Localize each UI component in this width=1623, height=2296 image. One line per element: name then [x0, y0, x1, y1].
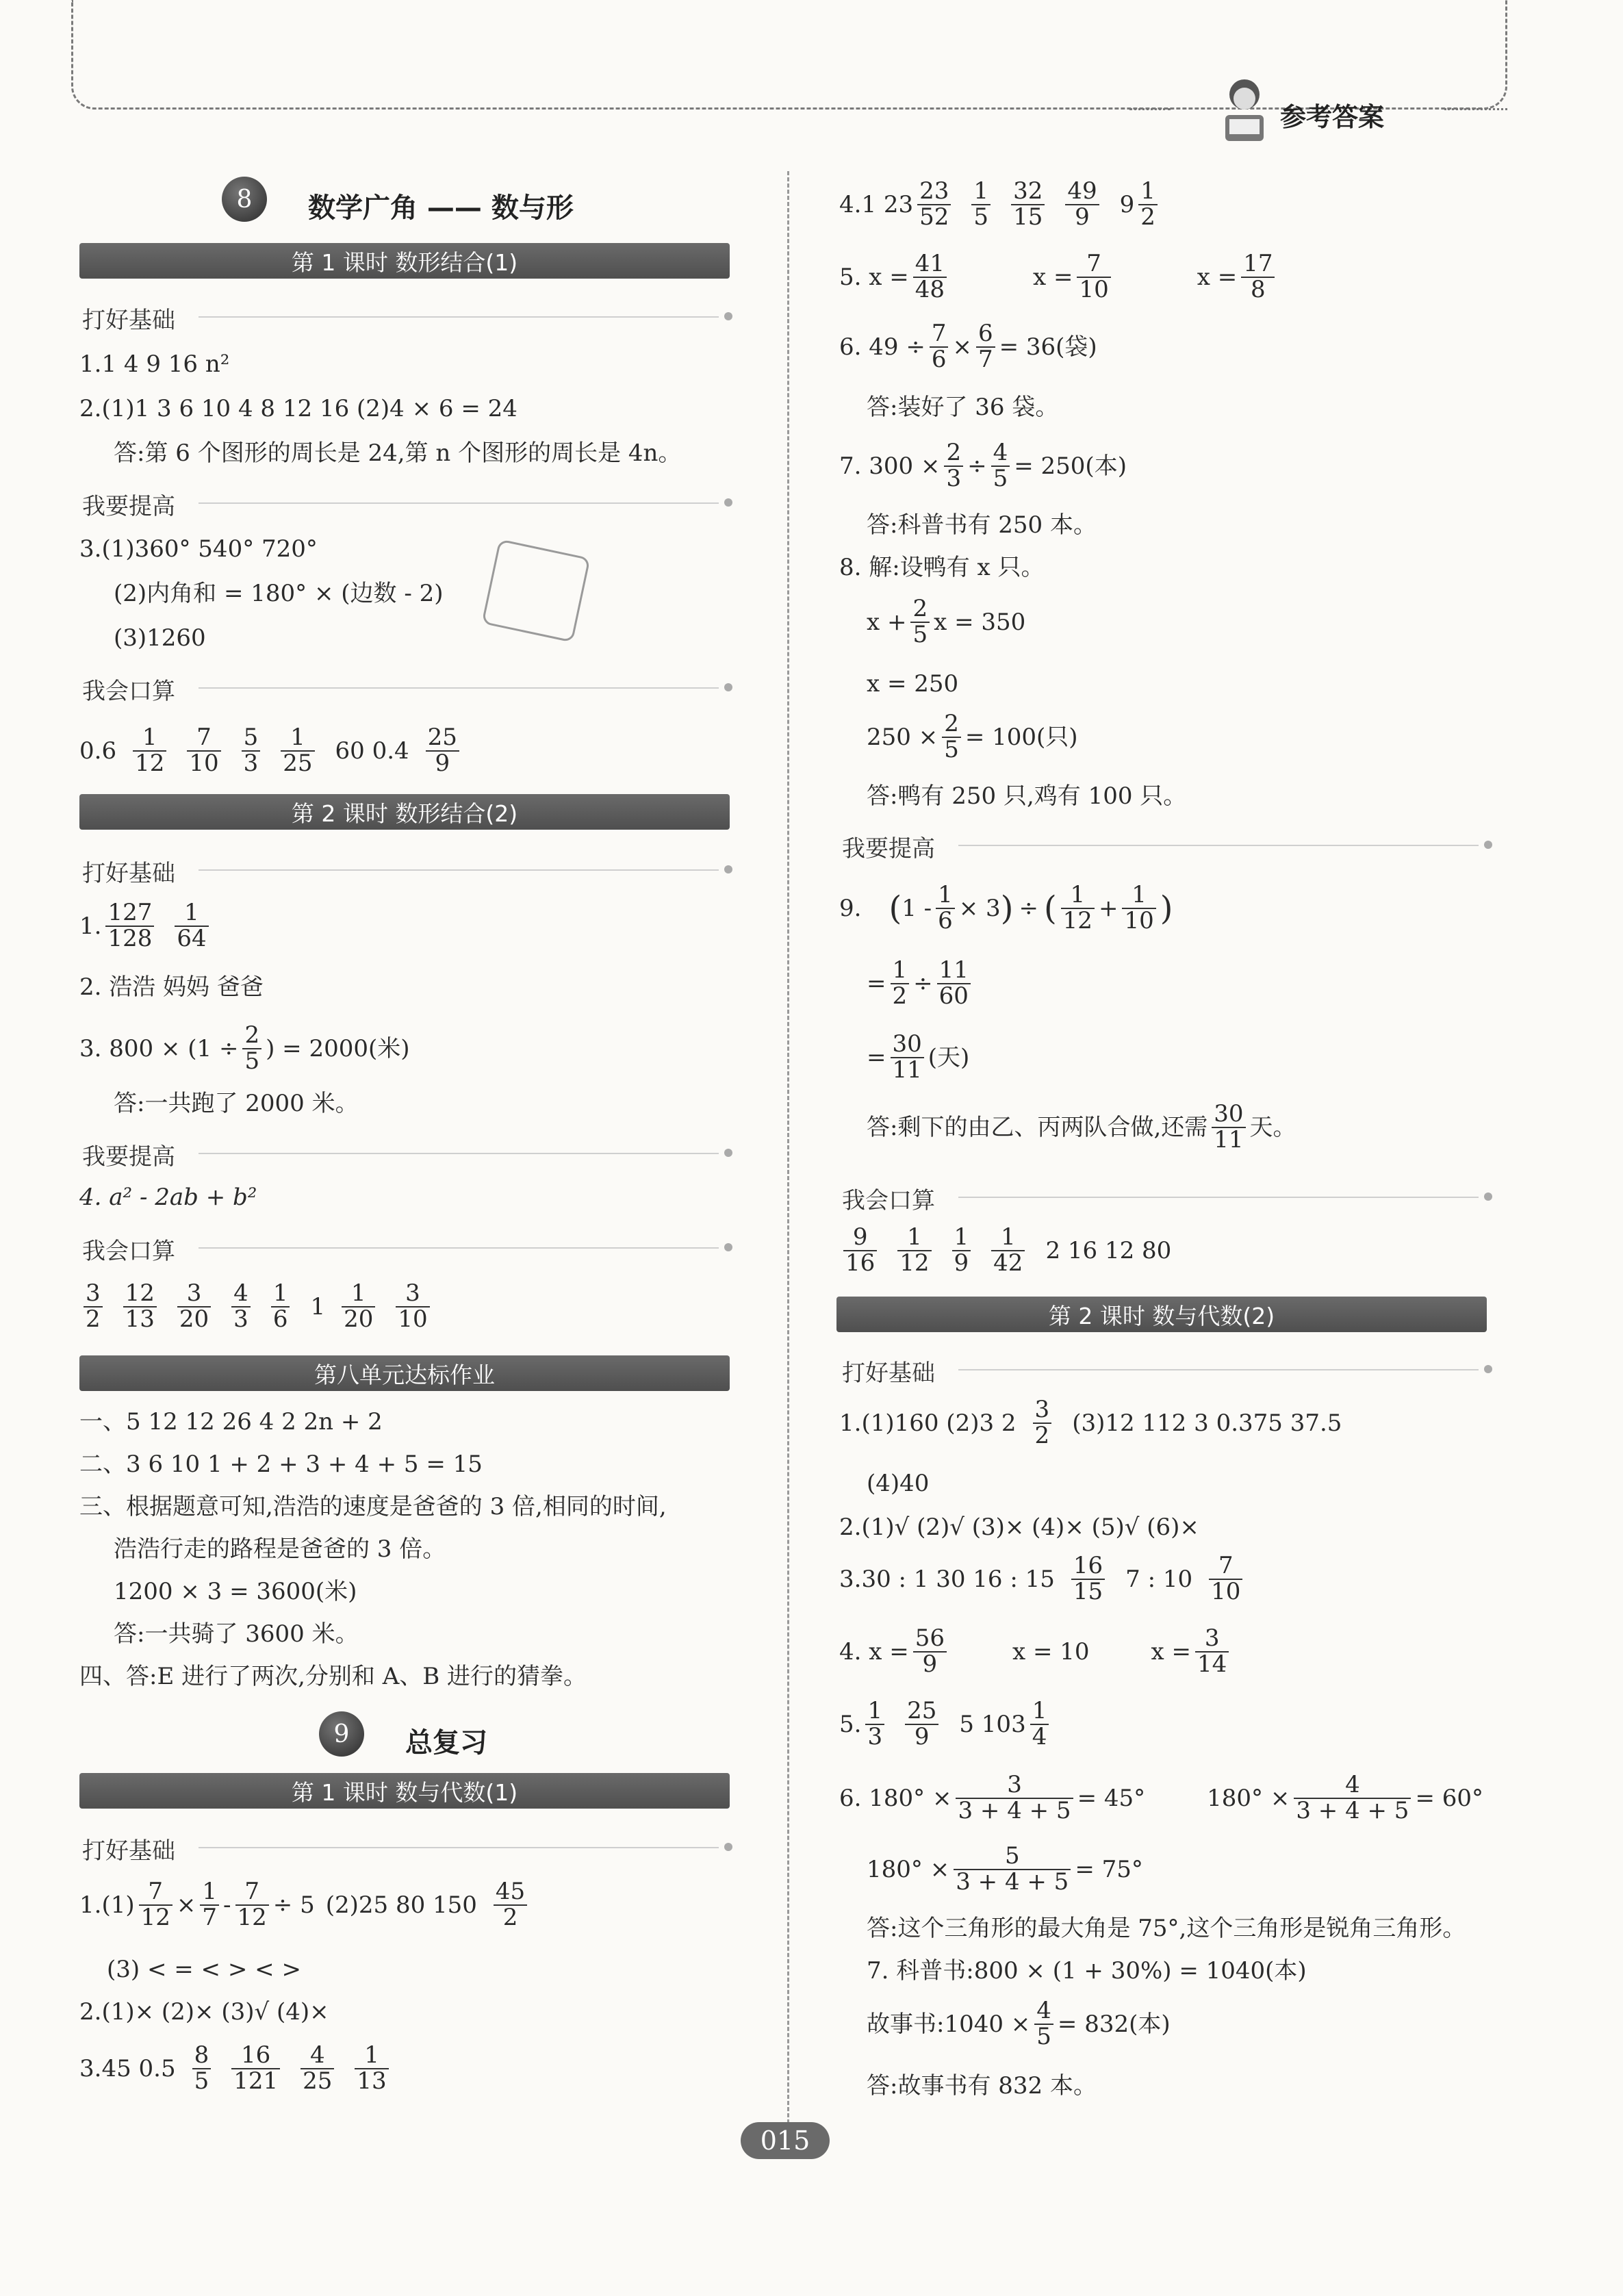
answer-line: 7. 科普书:800 × (1 + 30%) = 1040(本) — [867, 1957, 1307, 1985]
section-heading: 打好基础 — [842, 1360, 935, 1387]
fraction: $\frac{2}{3}$ — [944, 441, 963, 491]
divider — [958, 1369, 1479, 1370]
section-heading: 打好基础 — [82, 1837, 175, 1865]
lesson-bar: 第 2 课时 数形结合(2) — [79, 794, 730, 830]
answer-value: 2 16 12 80 — [1045, 1236, 1172, 1264]
fraction: $\frac{1}{12}$ — [1061, 883, 1095, 933]
divider — [1444, 108, 1507, 110]
answer-line — [839, 1554, 1247, 1604]
answer-value: x = — [1151, 1637, 1192, 1666]
fraction: $\frac{17}{8}$ — [1241, 252, 1275, 302]
chapter-number: 9 — [319, 1711, 364, 1757]
answer-line: 4. a² - 2ab + b² — [79, 1184, 257, 1211]
fraction: $\frac{11}{60}$ — [937, 958, 971, 1008]
lesson-bar: 第 2 课时 数与代数(2) — [836, 1297, 1487, 1332]
fraction: $\frac{16}{121}$ — [231, 2043, 280, 2093]
divider — [199, 869, 719, 871]
answer-line: (3) < = < > < > — [107, 1956, 301, 1983]
answer-line: 答:鸭有 250 只,鸡有 100 只。 — [867, 782, 1187, 810]
answer-line: 浩浩行走的路程是爸爸的 3 倍。 — [114, 1535, 446, 1563]
divider-dot — [724, 1843, 732, 1851]
answer-line: 3.(1)360° 540° 720° — [79, 535, 318, 563]
answer-value: 1.(1)160 (2)3 2 — [839, 1409, 1017, 1437]
answer-line: 答:科普书有 250 本。 — [867, 511, 1097, 539]
answer-line: 答:装好了 36 袋。 — [867, 394, 1059, 421]
fraction: $\frac{2}{5}$ — [910, 597, 930, 647]
answer-line — [79, 726, 463, 776]
chapter-title: 数学广角 —— 数与形 — [308, 192, 574, 224]
answer-value: ) = 2000(米) — [266, 1034, 410, 1062]
divider-dot — [1484, 1192, 1492, 1201]
answer-line — [867, 1999, 1171, 2049]
divider — [199, 1153, 719, 1154]
answer-value: = 832(本) — [1057, 2010, 1171, 2038]
answer-line: 9. ( 1 - $\frac{1}{6}$ × 3 ) ÷ ( $\frac{1}{12}$ + $\frac{1}{10}$ ) — [839, 881, 1173, 934]
answer-value: x = 350 — [934, 608, 1026, 636]
section-heading: 我要提高 — [842, 835, 935, 863]
answer-value: = 75° — [1075, 1855, 1143, 1883]
divider-dot — [724, 1243, 732, 1251]
section-heading: 我会口算 — [82, 1238, 175, 1265]
answer-line — [867, 1102, 1296, 1152]
fraction: $\frac{1}{64}$ — [175, 901, 208, 951]
divider — [199, 1847, 719, 1848]
answer-line: 2.(1)√ (2)√ (3)× (4)× (5)√ (6)× — [839, 1514, 1199, 1541]
answer-line: (2)内角和 = 180° × (边数 - 2) — [114, 580, 444, 607]
answer-value: 1.(1) — [79, 1891, 135, 1919]
answer-value: = 250(本) — [1014, 452, 1127, 480]
answer-value: = 45° — [1077, 1784, 1146, 1812]
fraction: $\frac{3}{10}$ — [396, 1281, 429, 1331]
fraction: $\frac{4}{25}$ — [301, 2043, 334, 2093]
answer-value: 3. 800 × (1 ÷ — [79, 1034, 239, 1062]
divider-dot — [724, 865, 732, 873]
answer-value: 9 — [1119, 190, 1135, 218]
fraction: $\frac{49}{9}$ — [1065, 179, 1099, 229]
section-heading: 我要提高 — [82, 493, 175, 520]
fraction: $\frac{9}{16}$ — [843, 1225, 877, 1275]
answer-value: 3.30 : 1 30 16 : 15 — [839, 1565, 1055, 1593]
fraction: $\frac{1}{3}$ — [865, 1699, 884, 1749]
chapter-title: 总复习 — [405, 1727, 487, 1759]
answer-value: 180° × — [1207, 1784, 1290, 1812]
fraction: $\frac{127}{128}$ — [105, 901, 154, 951]
homework-stamp — [481, 539, 590, 643]
answer-line — [839, 1398, 1342, 1448]
fraction: $\frac{5}{3}$ — [242, 726, 261, 776]
answer-line: = $\frac{30}{11}$ (天) — [867, 1030, 970, 1084]
fraction: $\frac{1}{2}$ — [1138, 179, 1158, 229]
fraction: $\frac{1}{10}$ — [1122, 883, 1155, 933]
divider-dot — [1484, 1365, 1492, 1373]
fraction: $\frac{23}{52}$ — [917, 179, 951, 229]
divider — [1129, 108, 1171, 110]
fraction: $\frac{1}{9}$ — [952, 1225, 971, 1275]
answer-line: 2.(1)1 3 6 10 4 8 12 16 (2)4 × 6 = 24 — [79, 395, 517, 422]
answer-line: 1.1 4 9 16 n² — [79, 350, 230, 378]
fraction: $\frac{1}{2}$ — [891, 958, 910, 1008]
answer-value: = 36(袋) — [999, 333, 1097, 361]
answer-value: 天。 — [1249, 1113, 1296, 1141]
answer-line: 1200 × 3 = 3600(米) — [114, 1578, 357, 1605]
answer-value: (2)25 80 150 — [325, 1891, 477, 1919]
header — [1177, 68, 1465, 144]
fraction: $\frac{6}{7}$ — [976, 322, 995, 372]
answer-line — [839, 179, 1162, 229]
answer-line: 2.(1)× (2)× (3)√ (4)× — [79, 1998, 329, 2026]
section-heading: 我会口算 — [842, 1187, 935, 1214]
answer-line — [79, 1023, 410, 1073]
answer-value: = 100(只) — [964, 723, 1078, 751]
fraction: $\frac{32}{15}$ — [1011, 179, 1045, 229]
fraction: $\frac{30}{11}$ — [891, 1032, 924, 1082]
answer-value: 5 103 — [959, 1710, 1026, 1738]
answer-line: (3)1260 — [114, 624, 206, 652]
answer-line: = $\frac{1}{2}$ ÷ $\frac{11}{60}$ — [867, 958, 975, 1008]
fraction: $\frac{1}{12}$ — [897, 1225, 931, 1275]
fraction: $\frac{1}{42}$ — [991, 1225, 1025, 1275]
fraction: $\frac{1}{6}$ — [936, 883, 955, 933]
section-heading: 我要提高 — [82, 1143, 175, 1171]
answer-line: 6. 49 ÷ $\frac{7}{6}$ × $\frac{6}{7}$ = 36(袋) — [839, 320, 1097, 373]
fraction: $\frac{12}{13}$ — [123, 1281, 157, 1331]
answer-value: x = — [1032, 263, 1073, 291]
answer-line: 7. 300 × $\frac{2}{3}$ ÷ $\frac{4}{5}$ = 250(本) — [839, 439, 1127, 492]
answer-value: 5. x = — [839, 263, 909, 291]
fraction: $\frac{16}{15}$ — [1071, 1554, 1105, 1604]
divider-dot — [724, 1149, 732, 1157]
fraction: $\frac{7}{6}$ — [930, 322, 949, 372]
fraction: $\frac{1}{7}$ — [200, 1880, 219, 1930]
fraction: $\frac{5}{3 + 4 + 5}$ — [954, 1844, 1071, 1894]
answer-value: 答:剩下的由乙、丙两队合做,还需 — [867, 1113, 1208, 1141]
answer-line — [839, 1624, 1233, 1678]
unit-bar: 第八单元达标作业 — [79, 1355, 730, 1391]
answer-value: 7 : 10 — [1125, 1565, 1193, 1593]
fraction: $\frac{7}{12}$ — [139, 1880, 172, 1930]
answer-line — [839, 1699, 1053, 1749]
answer-line — [79, 2043, 393, 2093]
section-heading: 打好基础 — [82, 307, 175, 334]
header-title: 参考答案 — [1280, 102, 1385, 132]
answer-line — [79, 1281, 434, 1331]
fraction: $\frac{25}{9}$ — [905, 1699, 938, 1749]
answer-value: = 60° — [1415, 1784, 1483, 1812]
answer-line: 答:一共跑了 2000 米。 — [114, 1090, 359, 1117]
reading-child-icon — [1218, 75, 1270, 144]
answer-line: 答:这个三角形的最大角是 75°,这个三角形是锐角三角形。 — [867, 1915, 1466, 1942]
answer-line: 2. 浩浩 妈妈 爸爸 — [79, 973, 264, 1001]
lesson-bar: 第 1 课时 数与代数(1) — [79, 1773, 730, 1809]
answer-value: 4. x = — [839, 1637, 909, 1666]
answer-value: 5. — [839, 1710, 862, 1738]
fraction: $\frac{56}{9}$ — [913, 1627, 947, 1676]
fraction: $\frac{1}{20}$ — [342, 1281, 375, 1331]
section-heading: 我会口算 — [82, 678, 175, 705]
chapter-number: 8 — [222, 177, 267, 222]
answer-line: 答:第 6 个图形的周长是 24,第 n 个图形的周长是 4n。 — [114, 439, 682, 467]
answer-line: 三、根据题意可知,浩浩的速度是爸爸的 3 倍,相同的时间, — [79, 1493, 667, 1520]
divider-dot — [724, 498, 732, 507]
fraction: $\frac{3}{20}$ — [177, 1281, 211, 1331]
fraction: $\frac{3}{3 + 4 + 5}$ — [956, 1773, 1073, 1823]
fraction: $\frac{4}{3 + 4 + 5}$ — [1294, 1773, 1411, 1823]
answer-line — [867, 1844, 1143, 1894]
divider — [199, 1247, 719, 1249]
fraction: $\frac{7}{12}$ — [235, 1880, 269, 1930]
divider-dot — [724, 312, 732, 320]
divider — [958, 845, 1479, 846]
answer-value: 60 0.4 — [335, 737, 409, 765]
answer-line: (4)40 — [867, 1470, 930, 1497]
answer-value: 6. 180° × — [839, 1784, 952, 1812]
divider-dot — [724, 683, 732, 691]
answer-line — [839, 1773, 1483, 1823]
answer-line: 二、3 6 10 1 + 2 + 3 + 4 + 5 = 15 — [79, 1451, 483, 1478]
divider-dot — [1484, 841, 1492, 849]
divider — [199, 316, 719, 318]
answer-line: 答:故事书有 832 本。 — [867, 2072, 1097, 2100]
answer-line — [839, 252, 1279, 302]
fraction: $\frac{1}{25}$ — [281, 726, 314, 776]
answer-value: 0.6 — [79, 737, 117, 765]
fraction: $\frac{30}{11}$ — [1212, 1102, 1245, 1152]
divider — [958, 1197, 1479, 1198]
fraction: $\frac{4}{5}$ — [991, 441, 1010, 491]
answer-value: 7. 300 × — [839, 452, 941, 480]
fraction: $\frac{1}{4}$ — [1030, 1699, 1049, 1749]
answer-value: 180° × — [867, 1855, 950, 1883]
fraction: $\frac{7}{10}$ — [1209, 1554, 1242, 1604]
fraction: $\frac{3}{14}$ — [1195, 1627, 1229, 1676]
fraction: $\frac{41}{48}$ — [913, 252, 947, 302]
answer-value: 3.45 0.5 — [79, 2054, 176, 2082]
page-number: 015 — [741, 2122, 830, 2159]
fraction: $\frac{4}{3}$ — [231, 1281, 251, 1331]
answer-line: 8. 解:设鸭有 x 只。 — [839, 554, 1045, 581]
answer-value: 1. — [79, 912, 102, 940]
fraction: $\frac{1}{13}$ — [355, 2043, 388, 2093]
fraction: $\frac{3}{2}$ — [84, 1281, 103, 1331]
fraction: $\frac{2}{5}$ — [242, 1023, 261, 1073]
answer-value: x = 10 — [1012, 1637, 1090, 1666]
fraction: $\frac{4}{5}$ — [1034, 1999, 1053, 2049]
answer-line: 答:一共骑了 3600 米。 — [114, 1620, 359, 1648]
answer-value: 6. 49 ÷ — [839, 333, 925, 361]
answer-value: 4.1 23 — [839, 190, 914, 218]
fraction: $\frac{25}{9}$ — [426, 726, 459, 776]
answer-line: 四、答:E 进行了两次,分别和 A、B 进行的猜拳。 — [79, 1663, 587, 1690]
fraction: $\frac{8}{5}$ — [192, 2043, 212, 2093]
fraction: $\frac{1}{6}$ — [271, 1281, 290, 1331]
column-separator — [787, 171, 789, 2136]
answer-value: x = — [1197, 263, 1238, 291]
answer-line — [839, 1225, 1171, 1275]
section-heading: 打好基础 — [82, 860, 175, 887]
answer-line: x = 250 — [867, 670, 959, 698]
answer-value: (3)12 112 3 0.375 37.5 — [1072, 1409, 1342, 1437]
answer-value: x + — [867, 608, 907, 636]
lesson-bar: 第 1 课时 数形结合(1) — [79, 243, 730, 279]
fraction: $\frac{45}{2}$ — [494, 1880, 527, 1930]
fraction: $\frac{2}{5}$ — [942, 712, 961, 762]
answer-value: 9. — [839, 894, 862, 922]
answer-value: 故事书:1040 × — [867, 2010, 1031, 2038]
divider — [199, 502, 719, 504]
answer-line: 一、5 12 12 26 4 2 2n + 2 — [79, 1408, 383, 1436]
fraction: $\frac{7}{10}$ — [187, 726, 220, 776]
fraction: $\frac{1}{5}$ — [971, 179, 991, 229]
answer-line — [867, 712, 1078, 762]
answer-line: 1.(1) $\frac{7}{12}$ × $\frac{1}{7}$ - $\frac{7}{12}$ ÷ 5 (2)25 80 150 $\frac{45}{2}$ — [79, 1880, 531, 1930]
divider — [199, 687, 719, 689]
answer-value: 250 × — [867, 723, 938, 751]
fraction: $\frac{3}{2}$ — [1033, 1398, 1052, 1448]
answer-value: 1 — [310, 1292, 326, 1321]
fraction: $\frac{1}{12}$ — [133, 726, 166, 776]
answer-line — [79, 901, 213, 951]
answer-line — [867, 597, 1025, 647]
fraction: $\frac{7}{10}$ — [1077, 252, 1110, 302]
